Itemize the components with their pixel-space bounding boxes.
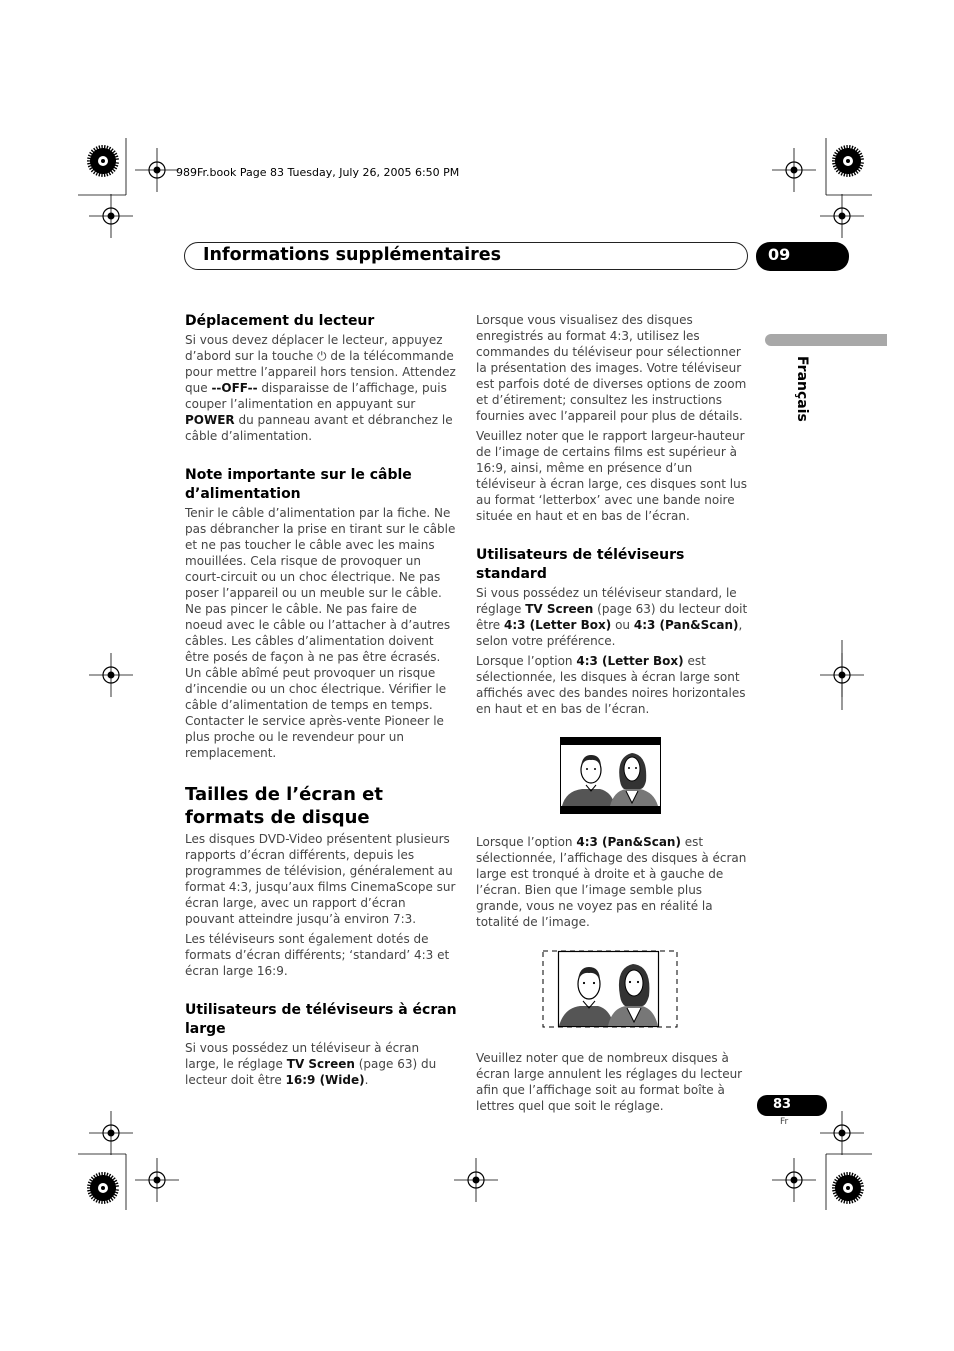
heading-tv-standard: Utilisateurs de téléviseurs standard — [476, 547, 685, 582]
panscan-label: 4:3 (Pan&Scan) — [633, 618, 739, 632]
language-tab-bar — [765, 334, 887, 346]
heading-ecran-large: Utilisateurs de téléviseurs à écran large — [185, 1002, 457, 1037]
para-panscan — [476, 834, 748, 930]
wide-label: 16:9 (Wide) — [285, 1073, 365, 1087]
para-tailles-1: Les disques DVD-Video présentent plusieurs rapports d’écran différents, depuis les programmes de télévision, généralement au format 4:3, jusqu’aux films CinemaScope sur écran large, avec un rapport d’écran pouvant atteindre jusqu’à environ 7:3. — [185, 832, 456, 926]
text: (page 63) du lecteur doit être — [476, 602, 748, 632]
right-column — [476, 312, 748, 1118]
page-language: Fr — [780, 1117, 789, 1127]
text: du panneau avant et débranchez le câble d’alimentation. — [185, 413, 453, 443]
para-letterbox — [476, 653, 748, 717]
heading-deplacement: Déplacement du lecteur — [185, 313, 375, 329]
text: Si vous devez déplacer le lecteur, appuyez d’abord sur la touche ⏻ de la télécommande pour mettre l’appareil hors tension. Attendez que — [185, 333, 456, 395]
letterbox-illustration — [560, 737, 661, 814]
panscan-illustration — [542, 950, 678, 1030]
letterbox-label: 4:3 (Letter Box) — [503, 618, 612, 632]
text: . — [364, 1073, 369, 1087]
tv-screen-label: TV Screen — [286, 1057, 355, 1071]
letterbox-label: 4:3 (Letter Box) — [576, 654, 684, 668]
text: Lorsque l’option — [476, 654, 573, 668]
tv-screen-label: TV Screen — [525, 602, 594, 616]
power-label: POWER — [185, 413, 235, 427]
text: (page 63) du lecteur doit être — [185, 1057, 437, 1087]
left-column — [185, 312, 457, 1092]
text: est sélectionnée, les disques à écran large sont affichés avec des bandes noires horizontales en haut et en bas de l’écran. — [476, 654, 746, 716]
page-number: 83 — [757, 1095, 827, 1116]
para-letterbox-note: Veuillez noter que le rapport largeur-hauteur de l’image de certains films est supérieur à 16:9, ainsi, même en présence d’un téléviseur à écran large, ces disques sont lus au format ‘letterbox’ avec une bande noire située en haut et en bas de l’écran. — [476, 429, 747, 523]
text: Si vous possédez un téléviseur à écran large, le réglage — [185, 1041, 420, 1071]
para-ecran-large — [185, 1040, 457, 1088]
para-note-cable: Tenir le câble d’alimentation par la fiche. Ne pas débrancher la prise en tirant sur le câble et ne pas toucher le câble avec les mains mouillées. Cela risque de provoquer un court-circuit ou un choc électrique. Ne pas poser l’appareil ou un meuble sur le câble. Ne pas pincer le câble. Ne pas faire de noeud avec le câble ou l’attacher à d’autres câbles. Les câbles d’alimentation doivent être posés de façon à ne pas être écrasés. Un câble abîmé peut provoquer un risque d’incendie ou un choc électrique. Vérifier le câble d’alimentation de temps en temps. Contacter le service après-vente Pioneer le plus proche ou le revendeur pour un remplacement. — [185, 506, 456, 760]
para-final-note: Veuillez noter que de nombreux disques à écran large annulent les réglages du lecteur afin que l’affichage soit au format boîte à lettres quel que soit le réglage. — [476, 1051, 743, 1113]
section-header — [184, 242, 748, 270]
para-deplacement — [185, 332, 457, 444]
text: est sélectionnée, l’affichage des disques à écran large est tronqué à droite et à gauche de l’écran. Bien que l’image semble plus grande, vous ne voyez pas en réalité la totalité de l’image. — [476, 835, 747, 929]
para-tv-standard — [476, 585, 748, 649]
chapter-number: 09 — [756, 242, 849, 271]
para-tailles-2: Les téléviseurs sont également dotés de formats d’écran différents; ‘standard’ 4:3 et écran large 16:9. — [185, 932, 450, 978]
panscan-label: 4:3 (Pan&Scan) — [576, 835, 681, 849]
text: disparaisse de l’affichage, puis couper l’alimentation en appuyant sur — [185, 381, 447, 411]
book-info-line: 989Fr.book Page 83 Tuesday, July 26, 2005 6:50 PM — [176, 166, 460, 179]
heading-tailles-ecran: Tailles de l’écran et formats de disque — [185, 784, 383, 828]
text: , selon votre préférence. — [476, 618, 743, 648]
language-tab: Français — [794, 356, 810, 422]
section-title: Informations supplémentaires — [203, 245, 502, 265]
text: Si vous possédez un téléviseur standard, le réglage — [476, 586, 737, 616]
heading-note-cable: Note importante sur le câble d’alimentation — [185, 467, 412, 502]
para-4-3-viewing: Lorsque vous visualisez des disques enregistrés au format 4:3, utilisez les commandes du téléviseur pour sélectionner la présentation des images. Votre téléviseur est parfois doté de diverses options de zoom et d’étirement; consultez les instructions fournies avec l’appareil pour plus de détails. — [476, 313, 747, 423]
text: Lorsque l’option — [476, 835, 573, 849]
off-label: --OFF-- — [211, 381, 258, 395]
text: ou — [615, 618, 631, 632]
